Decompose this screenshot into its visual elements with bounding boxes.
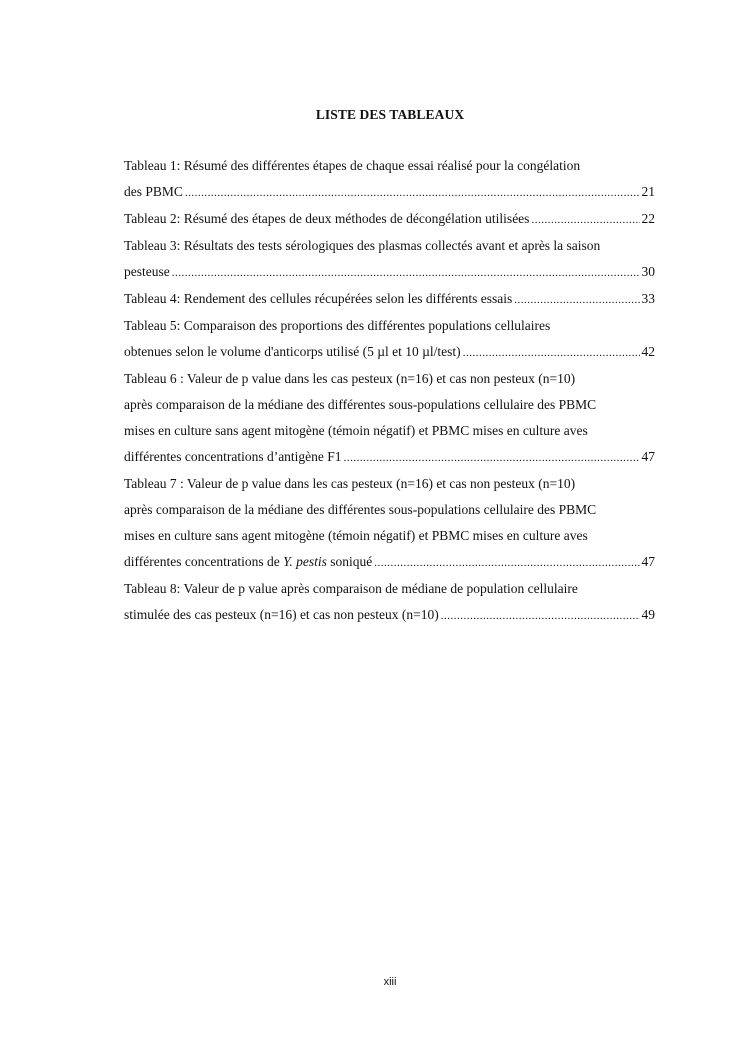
page-number: 47 xyxy=(641,554,655,569)
entry-text-part: soniqué xyxy=(326,554,373,569)
entry-line: Tableau 3: Résultats des tests sérologiques des plasmas collectés avant et après la saison xyxy=(124,238,601,253)
entry-line: après comparaison de la médiane des différentes sous-populations cellulaire des PBMC xyxy=(124,502,597,517)
entry-leader-line xyxy=(124,602,655,629)
entry-leader-line xyxy=(124,206,655,233)
toc-entry-tableau-8[interactable] xyxy=(124,576,655,629)
entry-line: mises en culture sans agent mitogène (témoin négatif) et PBMC mises en culture aves xyxy=(124,528,588,543)
dot-leader xyxy=(344,445,640,471)
entry-text: Tableau 2: Résumé des étapes de deux méthodes de décongélation utilisées xyxy=(124,211,530,226)
entry-leader-line xyxy=(124,259,655,286)
entry-line: Tableau 1: Résumé des différentes étapes de chaque essai réalisé pour la congélation xyxy=(124,158,581,173)
entry-line: Tableau 7 : Valeur de p value dans les cas pesteux (n=16) et cas non pesteux (n=10) xyxy=(124,476,576,491)
table-list xyxy=(124,153,655,629)
dot-leader xyxy=(514,287,639,313)
page-number: 22 xyxy=(641,211,655,226)
dot-leader xyxy=(374,550,639,576)
page-number: 47 xyxy=(641,449,655,464)
entry-line: Tableau 5: Comparaison des proportions des différentes populations cellulaires xyxy=(124,318,551,333)
toc-entry-tableau-7[interactable] xyxy=(124,471,655,576)
toc-entry-tableau-1[interactable] xyxy=(124,153,655,206)
page-number: 42 xyxy=(641,344,655,359)
toc-entry-tableau-2[interactable] xyxy=(124,206,655,233)
entry-leader-line xyxy=(124,286,655,313)
page-number: 33 xyxy=(641,291,655,306)
entry-leader-line xyxy=(124,339,655,366)
dot-leader xyxy=(172,260,640,286)
entry-text: différentes concentrations d’antigène F1 xyxy=(124,449,342,464)
toc-entry-tableau-6[interactable] xyxy=(124,366,655,471)
entry-line: Tableau 6 : Valeur de p value dans les cas pesteux (n=16) et cas non pesteux (n=10) xyxy=(124,371,576,386)
page-number: 30 xyxy=(641,264,655,279)
dot-leader xyxy=(441,603,640,629)
entry-text: pesteuse xyxy=(124,264,170,279)
entry-text: Tableau 4: Rendement des cellules récupérées selon les différents essais xyxy=(124,291,513,306)
entry-text xyxy=(124,549,372,575)
entry-text: des PBMC xyxy=(124,184,183,199)
species-name: Y. pestis xyxy=(283,554,327,569)
page-number: 49 xyxy=(641,607,655,622)
entry-line: après comparaison de la médiane des différentes sous-populations cellulaire des PBMC xyxy=(124,397,597,412)
entry-line: mises en culture sans agent mitogène (témoin négatif) et PBMC mises en culture aves xyxy=(124,423,588,438)
entry-text: obtenues selon le volume d'anticorps utilisé (5 µl et 10 µl/test) xyxy=(124,344,461,359)
entry-line: Tableau 8: Valeur de p value après comparaison de médiane de population cellulaire xyxy=(124,581,578,596)
toc-entry-tableau-3[interactable] xyxy=(124,233,655,286)
entry-leader-line xyxy=(124,444,655,471)
dot-leader xyxy=(531,207,639,233)
page-number-footer: xiii xyxy=(383,976,397,988)
entry-text: stimulée des cas pesteux (n=16) et cas non pesteux (n=10) xyxy=(124,607,439,622)
entry-leader-line xyxy=(124,179,655,206)
dot-leader xyxy=(185,180,640,206)
page-number: 21 xyxy=(641,184,655,199)
page-title: LISTE DES TABLEAUX xyxy=(315,107,465,122)
toc-entry-tableau-4[interactable] xyxy=(124,286,655,313)
dot-leader xyxy=(463,340,640,366)
toc-entry-tableau-5[interactable] xyxy=(124,313,655,366)
entry-leader-line xyxy=(124,549,655,576)
entry-text-part: différentes concentrations de xyxy=(124,554,284,569)
